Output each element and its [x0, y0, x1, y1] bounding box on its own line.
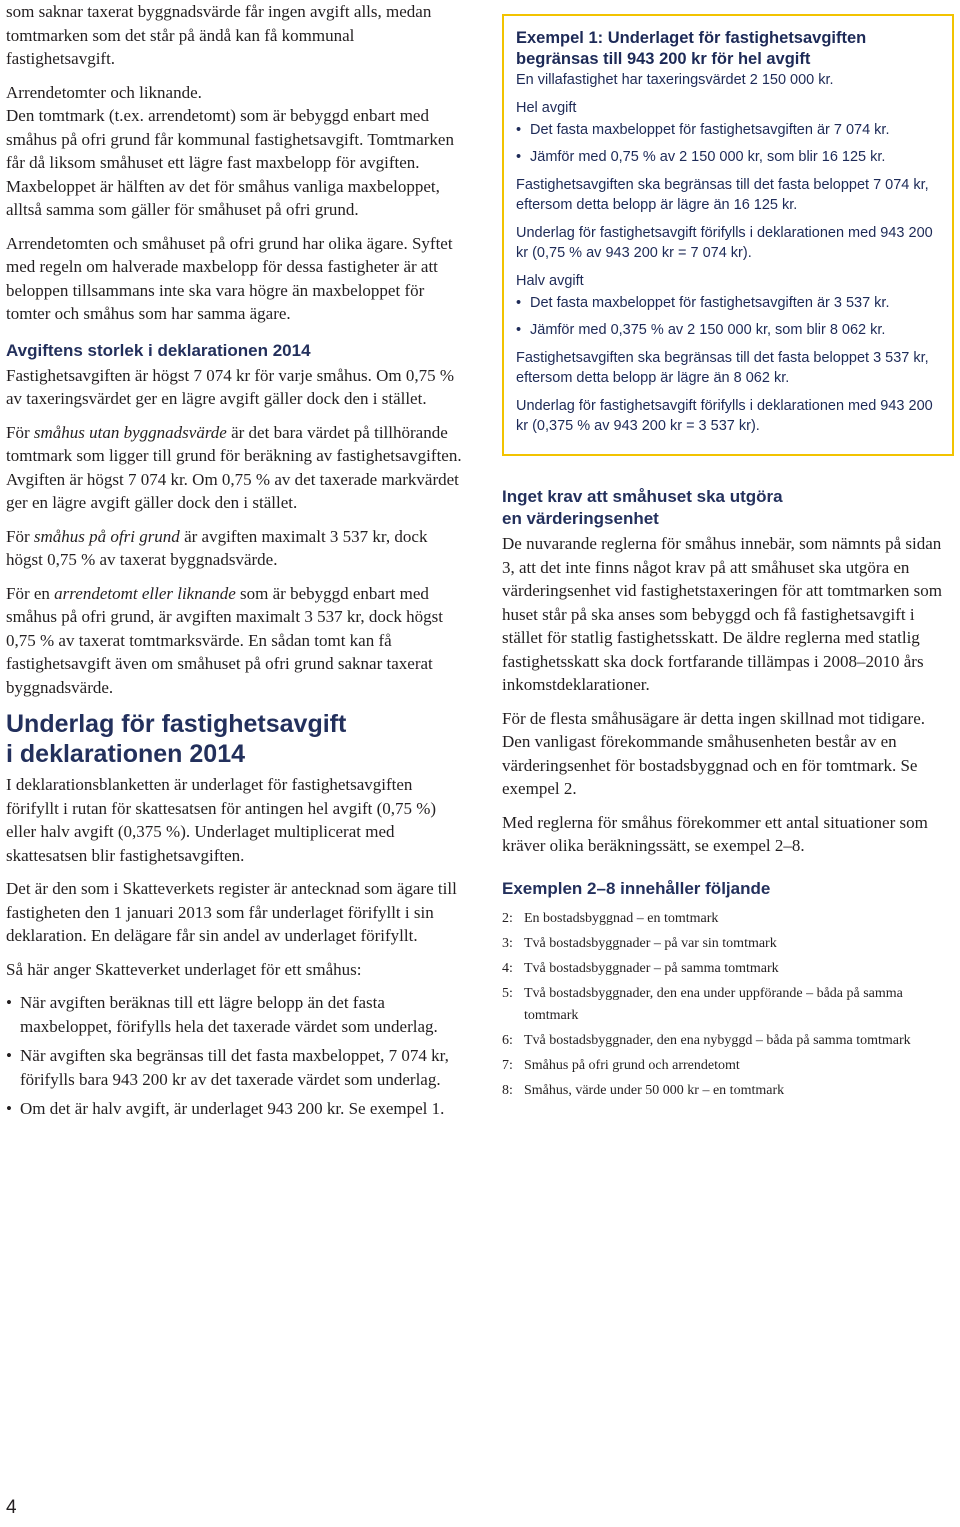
- paragraph-agare-register: Det är den som i Skatteverkets register är antecknad som ägare till fastigheten den 1 januari 2013 som får underlaget förifyllt i sin deklaration. En delägare får sin andel av underlaget förifyllt.: [6, 879, 457, 945]
- list-item: • Det fasta maxbeloppet för fastighetsavgiften är 7 074 kr.: [516, 120, 940, 140]
- example-1-intro: En villafastighet har taxeringsvärdet 2 150 000 kr.: [516, 72, 834, 88]
- paragraph-flesta-smahusagare: För de flesta småhusägare är detta ingen skillnad mot tidigare. Den vanligast förekommande småhusenheten består av en värderingsenhet för bostadsbyggnad och en för tomtmark. Se exempel 2.: [502, 708, 925, 798]
- example-number: 4:: [502, 960, 513, 976]
- paragraph-nuvarande-regler: De nuvarande reglerna för småhus innebär, som nämnts på sidan 3, att det inte finns något krav på att småhuset ska utgöra en värderingsenhet vid fastighetstaxeringen för att tomtmarken som huset står på ska anses som bebyggd och få fastighetsavgift i stället för statlig fastighetsskatt. De äldre reglerna med statlig fastighetsskatt ska dock fortfarande tillämpas i 2008–2010 års inkomstdeklarationer.: [502, 534, 942, 694]
- example-number: 3:: [502, 935, 513, 951]
- example-text: Två bostadsbyggnader – på samma tomtmark: [524, 960, 779, 976]
- list-item: [502, 958, 954, 980]
- text-segment: För: [6, 526, 34, 546]
- heading-avgiftens-storlek: Avgiftens storlek i deklarationen 2014: [6, 340, 311, 360]
- example-text: Småhus på ofri grund och arrendetomt: [524, 1057, 740, 1073]
- list-item: [502, 983, 954, 1027]
- text-segment: För: [6, 422, 34, 442]
- list-item: [502, 933, 954, 955]
- heading-inget-krav: [502, 486, 954, 530]
- examples-list: [502, 908, 954, 1102]
- paragraph-deklarationsblanketten: I deklarationsblanketten är underlaget för fastighetsavgiften förifyllt i rutan för skattesatsen för antingen hel avgift (0,75 %) eller halv avgift (0,375 %). Underlaget multiplicerat med skattesatsen blir fastighetsavgiften.: [6, 775, 437, 865]
- heading-underlag-line1: Underlag för fastighetsavgift: [6, 710, 347, 738]
- page-number: 4: [6, 1497, 17, 1518]
- example-1-box: [502, 14, 954, 456]
- inline-heading-arrendetomter: Arrendetomter och liknande.: [6, 82, 202, 102]
- list-item: [502, 1080, 954, 1102]
- example-number: 6:: [502, 1032, 513, 1048]
- example-number: 5:: [502, 985, 513, 1001]
- list-item: • Jämför med 0,375 % av 2 150 000 kr, som blir 8 062 kr.: [516, 320, 940, 340]
- example-text: Två bostadsbyggnader, den ena under uppförande – båda på samma tomtmark: [524, 985, 903, 1023]
- heading-exemplen: Exemplen 2–8 innehåller följande: [502, 878, 771, 898]
- list-item: • Det fasta maxbeloppet för fastighetsavgiften är 3 537 kr.: [516, 293, 940, 313]
- list-item: [502, 1055, 954, 1077]
- halv-avgift-paragraph-2: Underlag för fastighetsavgift förifylls i deklarationen med 943 200 kr (0,375 % av 943 200 kr = 3 537 kr).: [516, 398, 933, 434]
- halv-avgift-list: [516, 293, 940, 340]
- paragraph-utan-byggnadsvarde: [6, 421, 464, 515]
- list-item: • Om det är halv avgift, är underlaget 943 200 kr. Se exempel 1.: [6, 1097, 464, 1121]
- heading-hel-avgift: Hel avgift: [516, 100, 577, 116]
- heading-underlag: [6, 709, 464, 769]
- hel-avgift-list: [516, 120, 940, 167]
- left-column: [6, 0, 464, 1131]
- list-item: • När avgiften beräknas till ett lägre belopp än det fasta maxbeloppet, förifylls hela det taxerade värdet som underlag.: [6, 991, 464, 1038]
- paragraph-ofri-grund: [6, 525, 464, 572]
- hel-avgift-paragraph-2: Underlag för fastighetsavgift förifylls i deklarationen med 943 200 kr (0,75 % av 943 200 kr = 7 074 kr).: [516, 225, 933, 261]
- emphasis-smahus-ofri-grund: småhus på ofri grund: [33, 526, 180, 546]
- list-item: • När avgiften ska begränsas till det fasta maxbeloppet, 7 074 kr, förifylls bara 943 200 kr av det taxerade värdet som underlag.: [6, 1044, 464, 1091]
- paragraph-avgift-max: Fastighetsavgiften är högst 7 074 kr för varje småhus. Om 0,75 % av taxeringsvärdet ger en lägre avgift gäller dock den i stället.: [6, 365, 455, 408]
- paragraph-berakningssatt: Med reglerna för småhus förekommer ett antal situationer som kräver olika beräkningssätt, se exempel 2–8.: [502, 812, 928, 855]
- list-item: [502, 1030, 954, 1052]
- paragraph-arrendetomter: [6, 81, 464, 222]
- list-item: • Jämför med 0,75 % av 2 150 000 kr, som blir 16 125 kr.: [516, 147, 940, 167]
- text-segment: För en: [6, 583, 55, 603]
- underlag-bullet-list: [6, 991, 464, 1121]
- paragraph-sa-har: Så här anger Skatteverket underlaget för ett småhus:: [6, 959, 362, 979]
- example-number: 8:: [502, 1082, 513, 1098]
- example-text: Två bostadsbyggnader – på var sin tomtmark: [524, 935, 777, 951]
- example-text: Småhus, värde under 50 000 kr – en tomtmark: [524, 1082, 785, 1098]
- emphasis-smahus-utan-byggnadsvarde: småhus utan byggnadsvärde: [33, 422, 227, 442]
- emphasis-arrendetomt: arrendetomt eller liknande: [54, 583, 236, 603]
- list-item: [502, 908, 954, 930]
- example-text: Två bostadsbyggnader, den ena nybyggd – båda på samma tomtmark: [524, 1032, 911, 1048]
- heading-underlag-line2: i deklarationen 2014: [6, 740, 246, 768]
- example-1-title: Exempel 1: Underlaget för fastighetsavgiften begränsas till 943 200 kr för hel avgift: [516, 29, 867, 68]
- right-column: [502, 0, 954, 1105]
- text-segment: är det bara värdet på tillhörande tomtmark som ligger till grund för beräkning av fastighetsavgiften. Avgiften är högst 7 074 kr. Om 0,75 % av det taxerade markvärdet ger en lägre avgift gäller dock den i stället.: [6, 422, 462, 512]
- paragraph-olika-agare: Arrendetomten och småhuset på ofri grund har olika ägare. Syftet med regeln om halverade maxbelopp för dessa fastigheter är att beloppen tillsammans inte ska vara högre än maxbeloppet för tomter och småhus som har samma ägare.: [6, 233, 453, 323]
- text-segment: är avgiften maximalt 3 537 kr, dock högst 0,75 % av taxerat byggnadsvärde.: [6, 526, 428, 569]
- paragraph-intro: som saknar taxerat byggnadsvärde får ingen avgift alls, medan tomtmarken som det står på ändå kan få kommunal fastighetsavgift.: [6, 2, 432, 68]
- arrendetomter-text: Den tomtmark (t.ex. arrendetomt) som är bebyggd enbart med småhus på ofri grund får kommunal fastighetsavgift. Tomtmarken får då liksom småhuset ett lägre fast maxbelopp för avgiften. Maxbeloppet är hälften av det för småhus vanliga maxbeloppet, alltså samma som gäller för småhuset på ofri grund.: [6, 106, 454, 219]
- example-number: 7:: [502, 1057, 513, 1073]
- paragraph-arrendetomt: [6, 582, 464, 700]
- text-segment: som är bebyggd enbart med småhus på ofri grund, är avgiften maximalt 3 537 kr, dock högst 0,75 % av taxerat tomtmarksvärde. En sådan tomt kan få fastighetsavgift även om småhuset på ofri grund saknar taxerat byggnadsvärde.: [6, 583, 443, 697]
- heading-inget-krav-line2: en värderingsenhet: [502, 509, 659, 528]
- hel-avgift-paragraph-1: Fastighetsavgiften ska begränsas till det fasta beloppet 7 074 kr, eftersom detta belopp är lägre än 16 125 kr.: [516, 177, 929, 213]
- heading-inget-krav-line1: Inget krav att småhuset ska utgöra: [502, 487, 783, 506]
- example-text: En bostadsbyggnad – en tomtmark: [524, 910, 719, 926]
- example-number: 2:: [502, 910, 513, 926]
- heading-halv-avgift: Halv avgift: [516, 273, 584, 289]
- halv-avgift-paragraph-1: Fastighetsavgiften ska begränsas till det fasta beloppet 3 537 kr, eftersom detta belopp är lägre än 8 062 kr.: [516, 350, 929, 386]
